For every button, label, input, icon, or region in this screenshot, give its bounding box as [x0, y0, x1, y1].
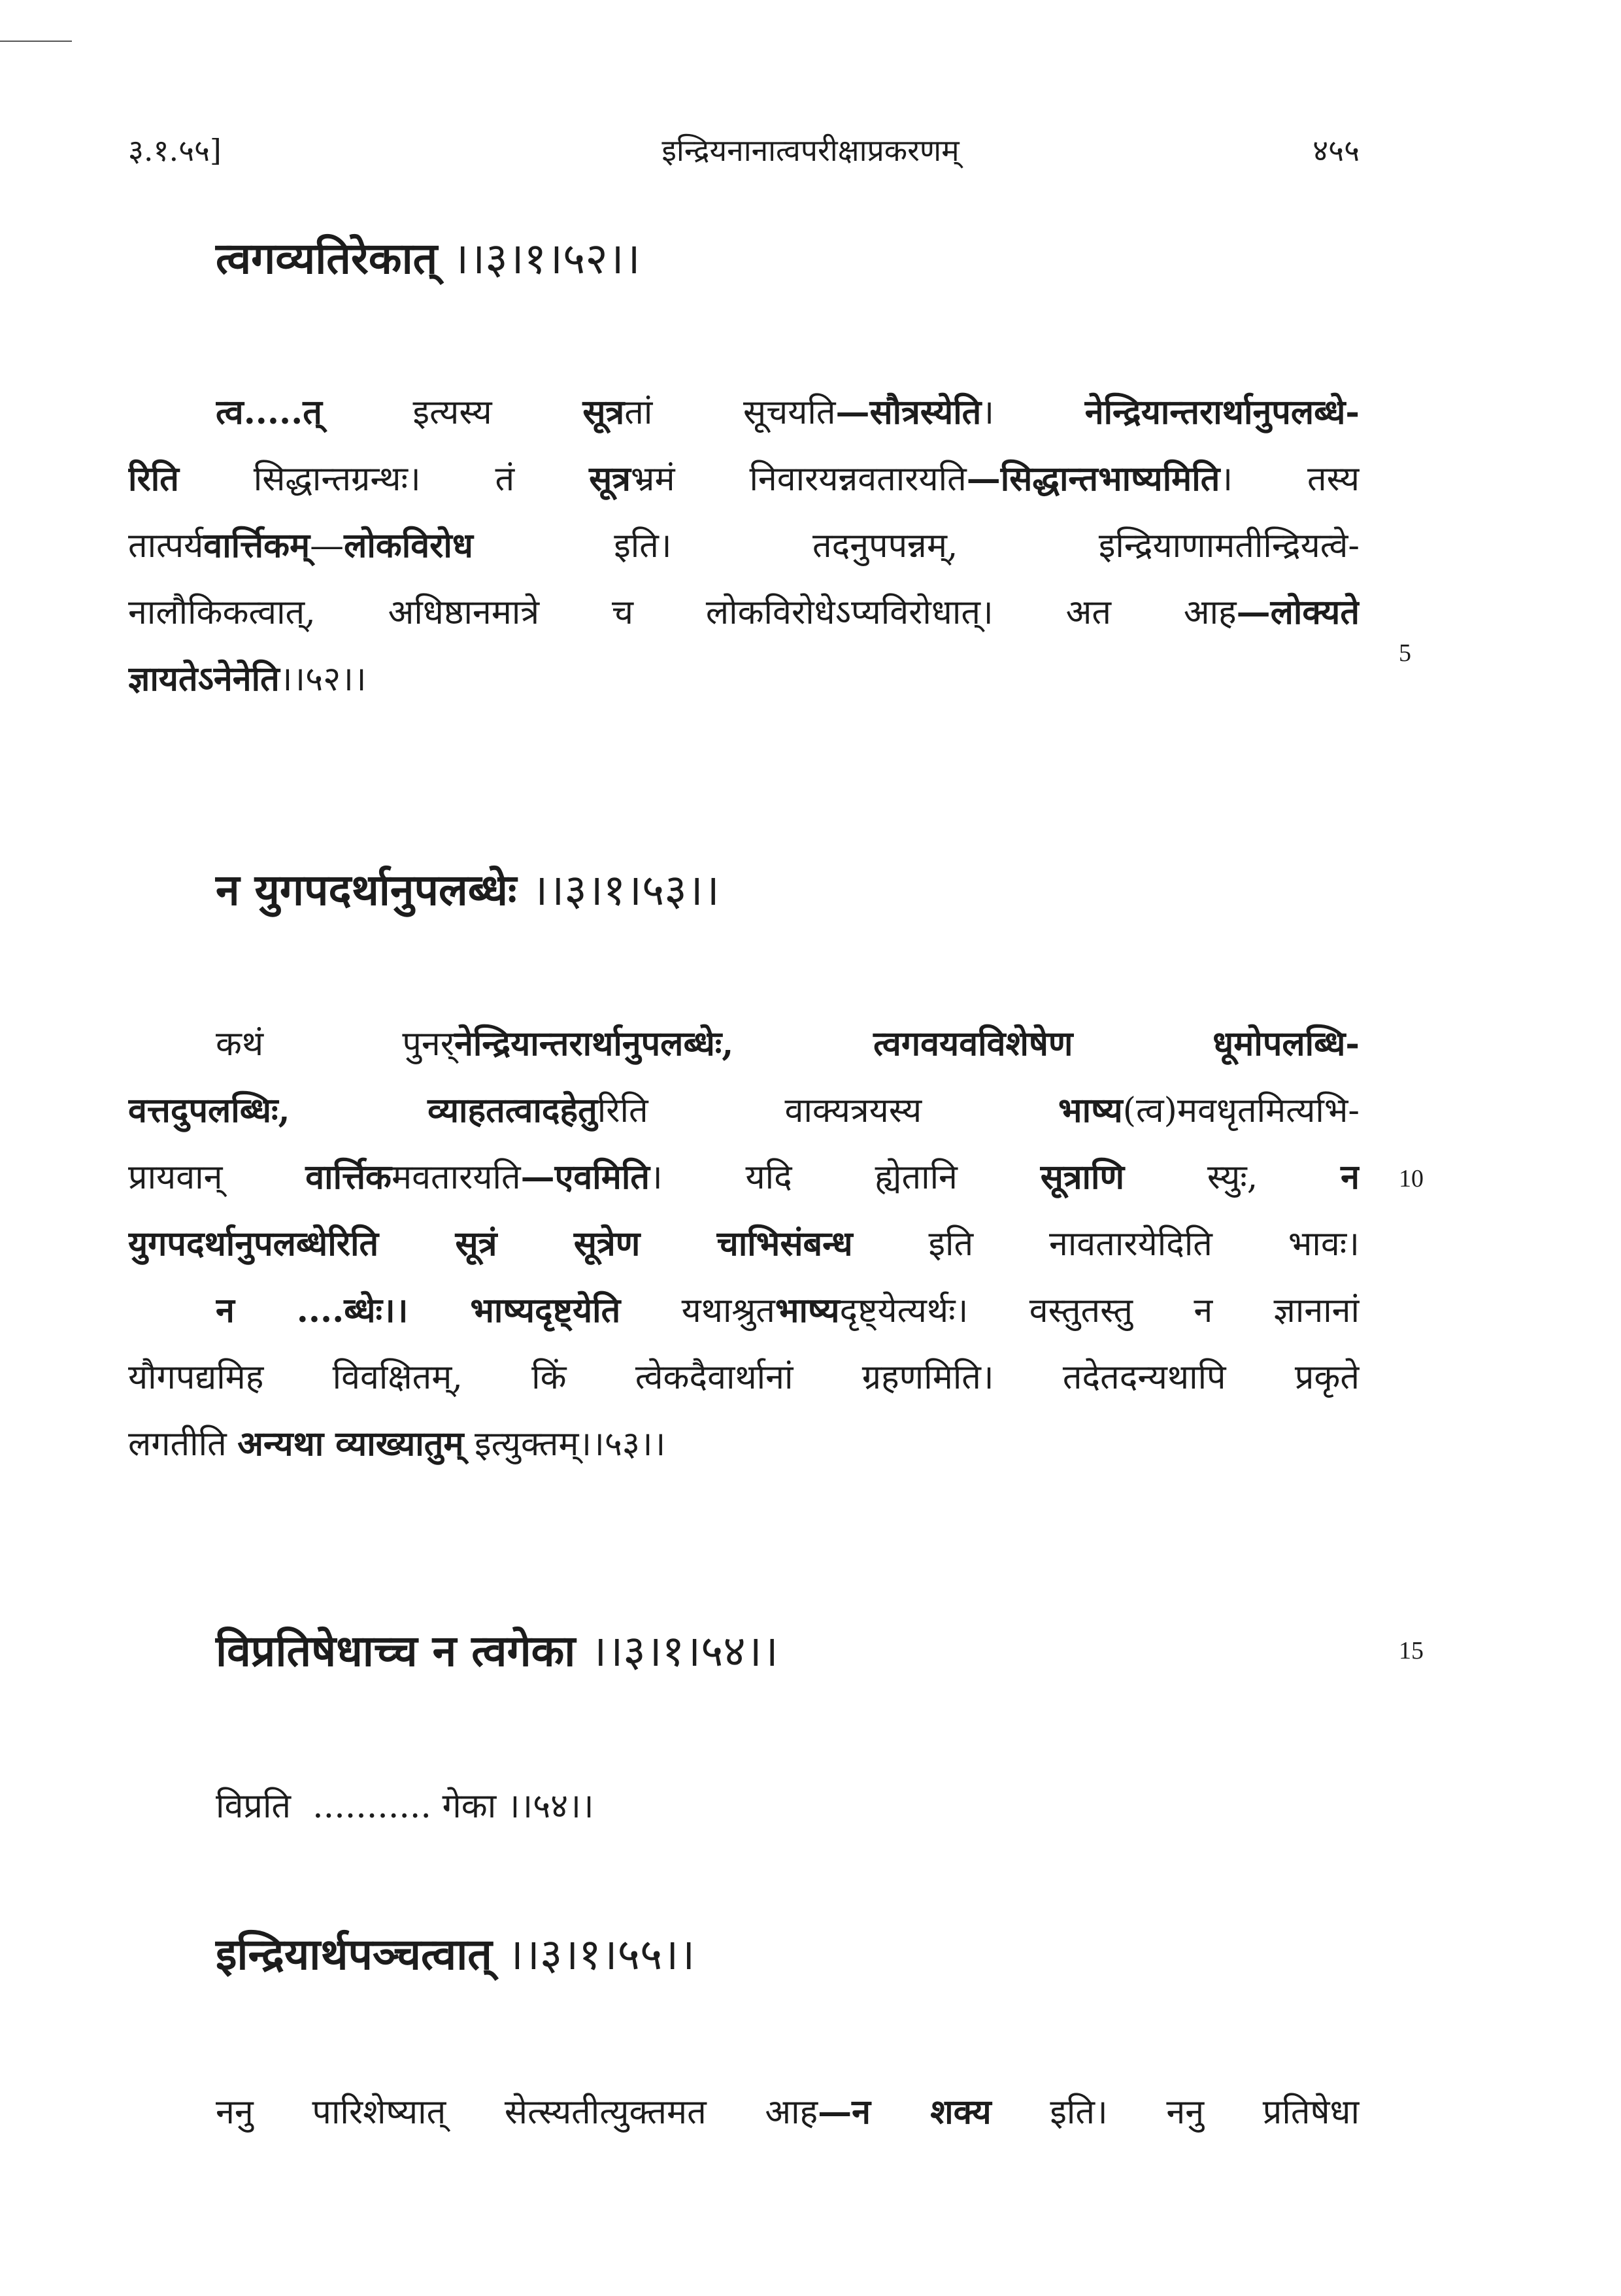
commentary-line: तात्पर्यवार्त्तिकम्—लोकविरोध इति। तदनुपपन्नम्, इन्द्रियाणामतीन्द्रियत्वे- — [128, 526, 1360, 566]
commentary-line: वत्तदुपलब्धिः, व्याहतत्वादहेतुरिति वाक्यत्रयस्य भाष्य(त्व)मवधृतमित्यभि- — [128, 1090, 1360, 1130]
header-page-number: ४५५ — [1312, 133, 1360, 168]
commentary-line: विप्रति ........... गेका ।।५४।। — [216, 1787, 594, 1826]
commentary-line: नालौकिकत्वात्, अधिष्ठानमात्रे च लोकविरोधेऽप्यविरोधात्। अत आह—लोक्यते — [128, 592, 1360, 632]
commentary-54 — [128, 1773, 1360, 1840]
sutra-text: त्वगव्यतिरेकात् — [216, 233, 438, 284]
sutra-55 — [216, 1925, 695, 1984]
commentary-line: ज्ञायतेऽनेनेति।।५२।। — [128, 659, 367, 699]
commentary-line: न ....ब्धेः।। भाष्यदृष्ट्येति यथाश्रुतभाष्यदृष्ट्येत्यर्थः। वस्तुतस्तु न ज्ञानानां — [216, 1291, 1360, 1330]
scan-edge-mark — [0, 41, 72, 42]
commentary-line: रिति सिद्धान्तग्रन्थः। तं सूत्रभ्रमं निवारयन्नवतारयति—सिद्धान्तभाष्यमिति। तस्य — [128, 459, 1360, 499]
commentary-line: ननु पारिशेष्यात् सेत्स्यतीत्युक्तमत आह—न शक्य इति। ननु प्रतिषेधा — [216, 2092, 1360, 2132]
commentary-line: कथं पुनर्नेन्द्रियान्तरार्थानुपलब्धेः, त्वगवयवविशेषेण धूमोपलब्धि- — [216, 1024, 1360, 1064]
sutra-54 — [216, 1621, 778, 1681]
sutra-text: इन्द्रियार्थपञ्चत्वात् — [216, 1929, 492, 1980]
sutra-number: ।।३।१।५२।। — [452, 233, 641, 284]
commentary-line: यौगपद्यमिह विवक्षितम्, किं त्वेकदैवार्थानां ग्रहणमिति। तदेतदन्यथापि प्रकृते — [128, 1358, 1360, 1397]
commentary-line: त्व.....त् इत्यस्य सूत्रतां सूचयति—सौत्रस्येति। नेन्द्रियान्तरार्थानुपलब्धे- — [216, 392, 1360, 432]
header-title: इन्द्रियनानात्वपरीक्षाप्रकरणम् — [661, 133, 960, 168]
line-number-5: 5 — [1399, 639, 1411, 667]
sutra-number: ।।३।१।५३।। — [531, 865, 720, 915]
commentary-line: लगतीति अन्यथा व्याख्यातुम् इत्युक्तम्।।५३।। — [128, 1424, 666, 1464]
line-number-15: 15 — [1399, 1637, 1424, 1664]
sutra-number: ।।३।१।५५।। — [507, 1929, 695, 1980]
sutra-text: विप्रतिषेधाच्च न त्वगेका — [216, 1625, 576, 1676]
commentary-52 — [128, 379, 1360, 713]
sutra-53 — [216, 860, 720, 920]
line-number-10: 10 — [1399, 1165, 1424, 1192]
sutra-number: ।।३।१।५४।। — [590, 1626, 778, 1676]
sutra-52 — [216, 229, 641, 288]
commentary-53 — [128, 1011, 1360, 1477]
commentary-55 — [128, 2079, 1360, 2146]
sutra-text: न युगपदर्थानुपलब्धेः — [216, 864, 517, 915]
commentary-line: युगपदर्थानुपलब्धेरिति सूत्रं सूत्रेण चाभिसंबन्ध इति नावतारयेदिति भावः। — [128, 1224, 1360, 1264]
commentary-line: प्रायवान् वार्त्तिकमवतारयति—एवमिति। यदि ह्येतानि सूत्राणि स्युः, न — [128, 1157, 1360, 1197]
header-section-ref: ३.१.५५] — [128, 133, 222, 168]
